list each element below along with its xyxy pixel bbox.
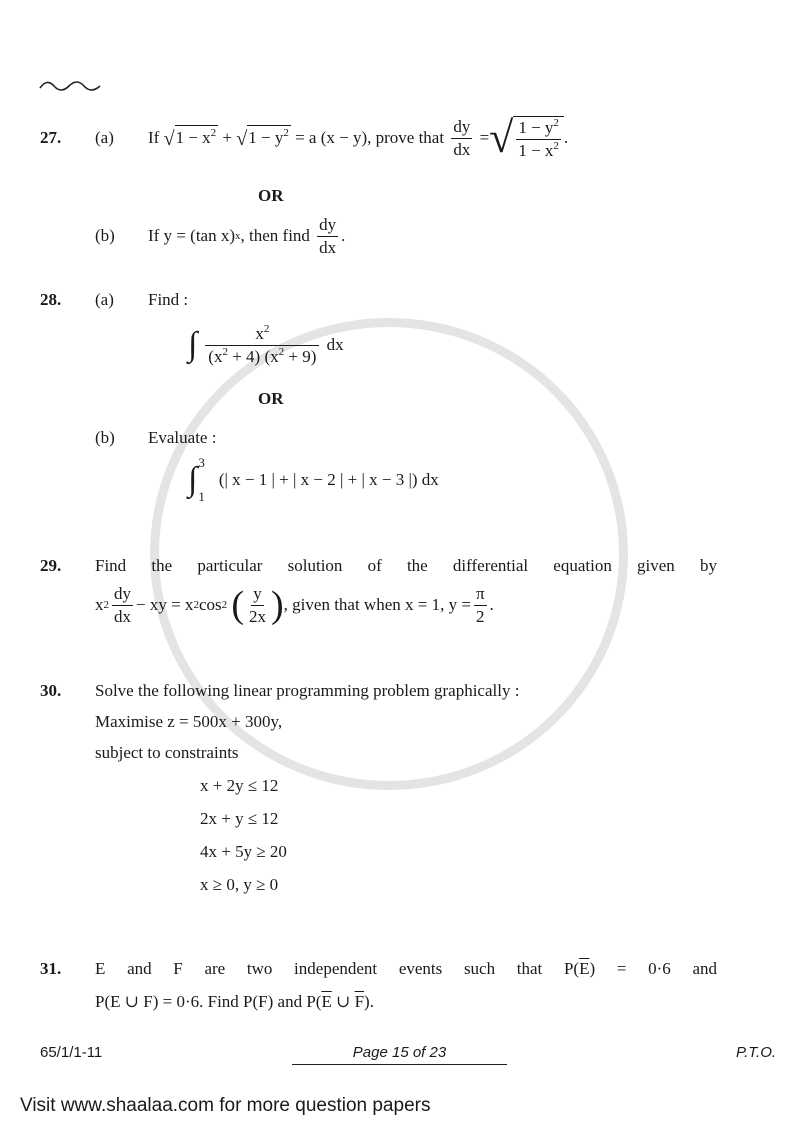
integral-sign: ∫ (188, 461, 198, 498)
question-number: 27. (40, 128, 62, 147)
part-label: (a) (95, 128, 114, 147)
constraint: x + 2y ≤ 12 (200, 776, 279, 795)
text: cos (198, 595, 222, 614)
text: 1 − x (175, 127, 211, 147)
left-paren: ( (231, 584, 245, 626)
text: dx (421, 470, 439, 489)
fraction (112, 585, 133, 626)
text: Solve the following linear programming problem graphically : (95, 681, 520, 700)
text: 2 (553, 140, 559, 152)
footer-divider (292, 1064, 507, 1065)
text: Find the particular solution of the differential equation given by (95, 556, 717, 575)
text: dx (326, 335, 344, 354)
text: y (251, 585, 264, 606)
text: Evaluate : (148, 428, 217, 447)
text: − xy = x (136, 595, 194, 614)
text: = (479, 128, 490, 147)
text: = a (x − y), prove that (295, 128, 445, 147)
q27a-statement (148, 114, 568, 162)
text: dx (319, 237, 337, 257)
part-label: (b) (95, 428, 115, 447)
q27b-statement: If y = (tan x) x , then find $\frac{dy}{dx}$ . (148, 214, 346, 257)
question-number: 28. (40, 290, 62, 309)
text: . (489, 595, 494, 614)
text: + 4) (x (227, 346, 279, 366)
text: 2 (475, 606, 485, 626)
constraint: 4x + 5y ≥ 20 (200, 842, 287, 861)
upper-limit: 3 (198, 455, 205, 470)
text: + 9) (284, 346, 317, 366)
paper-code: 65/1/1-11 (40, 1044, 103, 1061)
text: dy (451, 118, 472, 139)
question-number: 29. (40, 556, 62, 575)
text: dx (114, 606, 131, 626)
text: $\overline{E}$ (321, 992, 332, 1011)
sqrt-fraction: √ $\frac{1 - y^2}{1 - x^2}$ (489, 116, 564, 160)
text: . (341, 226, 346, 245)
text: 2 (283, 126, 289, 139)
constraint: 2x + y ≤ 12 (200, 809, 279, 828)
text: 2 (263, 322, 270, 335)
or-separator: OR (258, 186, 284, 205)
right-paren: ) (271, 584, 284, 626)
text: 2 (222, 345, 228, 358)
constraint: x ≥ 0, y ≥ 0 (200, 875, 279, 894)
wavy-mark-icon (38, 76, 104, 92)
text: (| x − 1 | + | x − 2 | + | x − 3 |) (218, 470, 418, 489)
pto-label: P.T.O. (736, 1044, 777, 1061)
text: x (95, 595, 104, 614)
sqrt-expression: $√1 - x^2$ (163, 126, 217, 150)
text: dy (317, 216, 338, 237)
text: 2 (553, 117, 559, 129)
visit-link[interactable]: Visit www.shaalaa.com for more question papers (20, 1095, 431, 1116)
integral-sign: ∫ (188, 326, 198, 363)
definite-integral-expression (188, 454, 439, 506)
text: Find : (148, 290, 189, 309)
text: If (148, 128, 160, 147)
lower-limit: 1 (198, 489, 205, 504)
fraction (474, 585, 487, 626)
text: P(E ∪ F) = 0·6. Find P(F) and P( (95, 992, 322, 1011)
text (95, 992, 374, 1012)
text: , then find (240, 226, 310, 245)
text: 1 − y (518, 118, 554, 137)
text: , given that when x = 1, y = (283, 595, 471, 614)
text: ∪ (331, 992, 355, 1011)
text: E and F are two independent events such that P( (95, 959, 580, 978)
text: subject to constraints (95, 743, 239, 762)
text: dx (453, 139, 471, 159)
text: 1 − y (248, 127, 284, 147)
text: ) = 0·6 and (589, 959, 717, 978)
question-number: 31. (40, 959, 62, 978)
text: . (563, 128, 569, 147)
text: + (222, 128, 232, 147)
text: If y = (tan x) (148, 226, 236, 245)
text: 2x (249, 606, 267, 626)
part-label: (b) (95, 226, 115, 245)
sqrt-expression: $√1 - y^2$ (236, 126, 289, 150)
text: ). (364, 992, 374, 1011)
integral-expression (188, 322, 344, 368)
fraction (205, 322, 319, 366)
fraction (247, 585, 268, 626)
differential-equation: x 2 $\frac{dy}{dx}$ − xy = x 2 cos 2 ( $\frac{y}{2x}$ ) , given that when x = 1, y = $\frac{\pi}{2}$ . (95, 583, 494, 626)
text: 2 (278, 345, 285, 358)
page-number: Page 15 of 23 (352, 1044, 447, 1061)
text (95, 959, 717, 979)
or-separator: OR (258, 389, 284, 408)
text: dy (112, 585, 133, 606)
question-number: 30. (40, 681, 62, 700)
text: 1 − x (518, 141, 554, 160)
part-label: (a) (95, 290, 114, 309)
fraction (516, 119, 561, 160)
text: $\overline{F}$ (354, 992, 365, 1011)
text: x (255, 323, 264, 343)
text: (x (208, 346, 223, 366)
fraction (451, 118, 472, 159)
text: π (474, 585, 487, 606)
fraction (317, 216, 338, 257)
text: 2 (210, 126, 217, 139)
text: $\overline{E}$ (579, 959, 590, 978)
text: Maximise z = 500x + 300y, (95, 712, 283, 731)
